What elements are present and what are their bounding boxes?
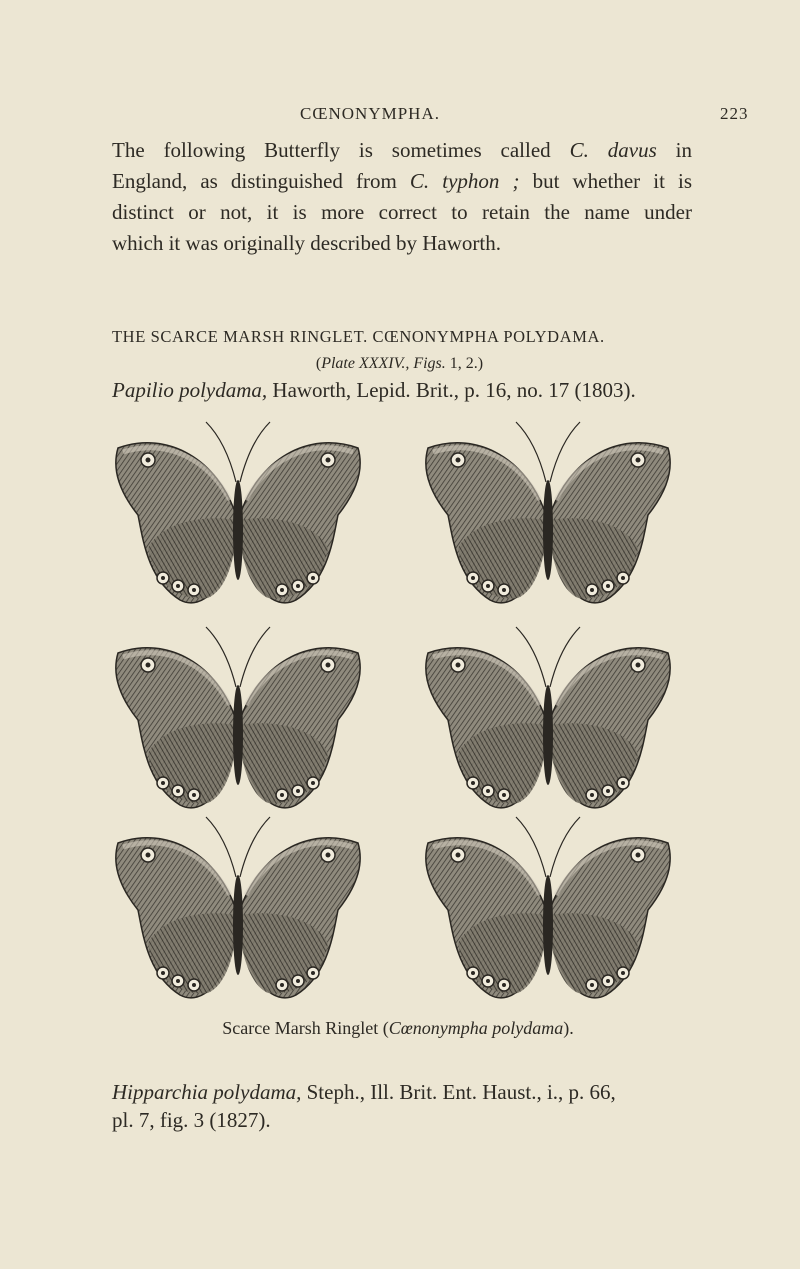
figure-male-underside	[426, 422, 670, 603]
figure-caption: Scarce Marsh Ringlet (Cœnonympha polydama).	[222, 1018, 574, 1038]
original-citation: Papilio polydama, Haworth, Lepid. Brit., p. 16, no. 17 (1803).	[112, 378, 636, 402]
intro-line-1: The following Butterfly is sometimes called C. davus in	[112, 138, 692, 162]
intro-line-3: distinct or not, it is more correct to retain the name under	[112, 200, 692, 224]
figure-variety-underside	[426, 817, 670, 998]
intro-line-4: which it was originally described by Haworth.	[112, 231, 501, 255]
species-heading: THE SCARCE MARSH RINGLET. CŒNONYMPHA POLYDAMA.	[112, 327, 605, 346]
running-title: CŒNONYMPHA.	[300, 104, 440, 123]
figure-variety-upperside	[116, 817, 360, 998]
figure-female-upperside	[116, 627, 360, 808]
reference-line-2: pl. 7, fig. 3 (1827).	[112, 1108, 271, 1132]
butterfly-plate-illustration	[88, 420, 708, 1010]
intro-line-2: England, as distinguished from C. typhon ; but whether it is	[112, 169, 692, 193]
intro-paragraph	[112, 135, 692, 259]
reference-line-1: Hipparchia polydama, Steph., Ill. Brit. Ent. Haust., i., p. 66,	[112, 1080, 616, 1104]
page-number: 223	[720, 104, 749, 123]
figure-male-upperside	[116, 422, 360, 603]
plate-reference: (Plate XXXIV., Figs. 1, 2.)	[315, 355, 484, 372]
figure-female-underside	[426, 627, 670, 808]
synonym-reference	[112, 1078, 702, 1134]
